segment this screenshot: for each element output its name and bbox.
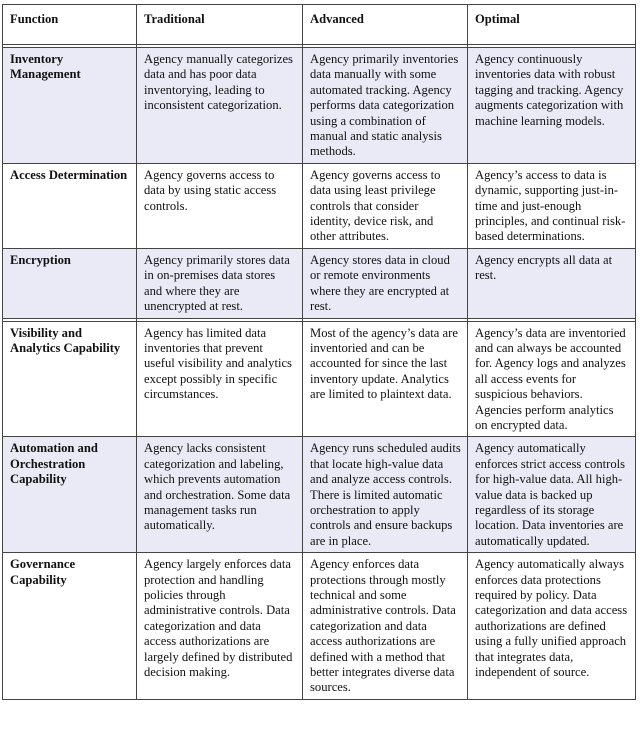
traditional-cell: Agency has limited data inventories that prevent useful visibility and analytics except possibly in specific circumstances. <box>137 321 303 437</box>
advanced-cell: Agency stores data in cloud or remote environments where they are encrypted at rest. <box>303 248 468 318</box>
advanced-cell: Most of the agency’s data are inventoried and can be accounted for since the last inventory update. Analytics are limited to plaintext data. <box>303 321 468 437</box>
function-cell: Access Determination <box>3 163 137 248</box>
traditional-cell: Agency lacks consistent categorization and labeling, which prevents automation and orchestration. Some data management tasks run automatically. <box>137 437 303 553</box>
table-row-automation-orchestration <box>3 437 636 553</box>
header-row <box>3 5 636 45</box>
traditional-cell: Agency largely enforces data protection and handling policies through administrative controls. Data categorization and data access authorizations are largely defined by distributed decision making. <box>137 553 303 700</box>
function-cell: Automation and Orchestration Capability <box>3 437 137 553</box>
header-optimal: Optimal <box>468 5 636 45</box>
function-cell: Visibility and Analytics Capability <box>3 321 137 437</box>
traditional-cell: Agency primarily stores data in on-premises data stores and where they are unencrypted at rest. <box>137 248 303 318</box>
advanced-cell: Agency enforces data protections through mostly technical and some administrative controls. Data categorization and data access authorizations are defined with a method that better integrates diverse data sources. <box>303 553 468 700</box>
optimal-cell: Agency continuously inventories data with robust tagging and tracking. Agency augments categorization with machine learning models. <box>468 48 636 164</box>
maturity-table-container <box>2 4 635 700</box>
table-row-governance <box>3 553 636 700</box>
function-cell: Inventory Management <box>3 48 137 164</box>
optimal-cell: Agency encrypts all data at rest. <box>468 248 636 318</box>
table-row-visibility-analytics <box>3 321 636 437</box>
function-cell: Governance Capability <box>3 553 137 700</box>
header-traditional: Traditional <box>137 5 303 45</box>
optimal-cell: Agency automatically enforces strict access controls for high-value data. All high-value data is backed up regardless of its storage location. Data inventories are automatically updated. <box>468 437 636 553</box>
header-function: Function <box>3 5 137 45</box>
table-row-inventory-management <box>3 48 636 164</box>
table-row-access-determination <box>3 163 636 248</box>
optimal-cell: Agency’s data are inventoried and can always be accounted for. Agency logs and analyzes all access events for suspicious behaviors. Agencies perform analytics on encrypted data. <box>468 321 636 437</box>
traditional-cell: Agency governs access to data by using static access controls. <box>137 163 303 248</box>
header-advanced: Advanced <box>303 5 468 45</box>
optimal-cell: Agency’s access to data is dynamic, supporting just-in-time and just-enough principles, and continual risk-based determinations. <box>468 163 636 248</box>
optimal-cell: Agency automatically always enforces data protections required by policy. Data categorization and data access authorizations are defined using a fully unified approach that integrates data, independent of source. <box>468 553 636 700</box>
maturity-table <box>2 4 636 700</box>
traditional-cell: Agency manually categorizes data and has poor data inventorying, leading to inconsistent categorization. <box>137 48 303 164</box>
function-cell: Encryption <box>3 248 137 318</box>
advanced-cell: Agency governs access to data using least privilege controls that consider identity, device risk, and other attributes. <box>303 163 468 248</box>
advanced-cell: Agency runs scheduled audits that locate high-value data and analyze access controls. There is limited automatic orchestration to apply controls and ensure backups are in place. <box>303 437 468 553</box>
advanced-cell: Agency primarily inventories data manually with some automated tracking. Agency performs data categorization using a combination of manual and static analysis methods. <box>303 48 468 164</box>
table-row-encryption <box>3 248 636 318</box>
